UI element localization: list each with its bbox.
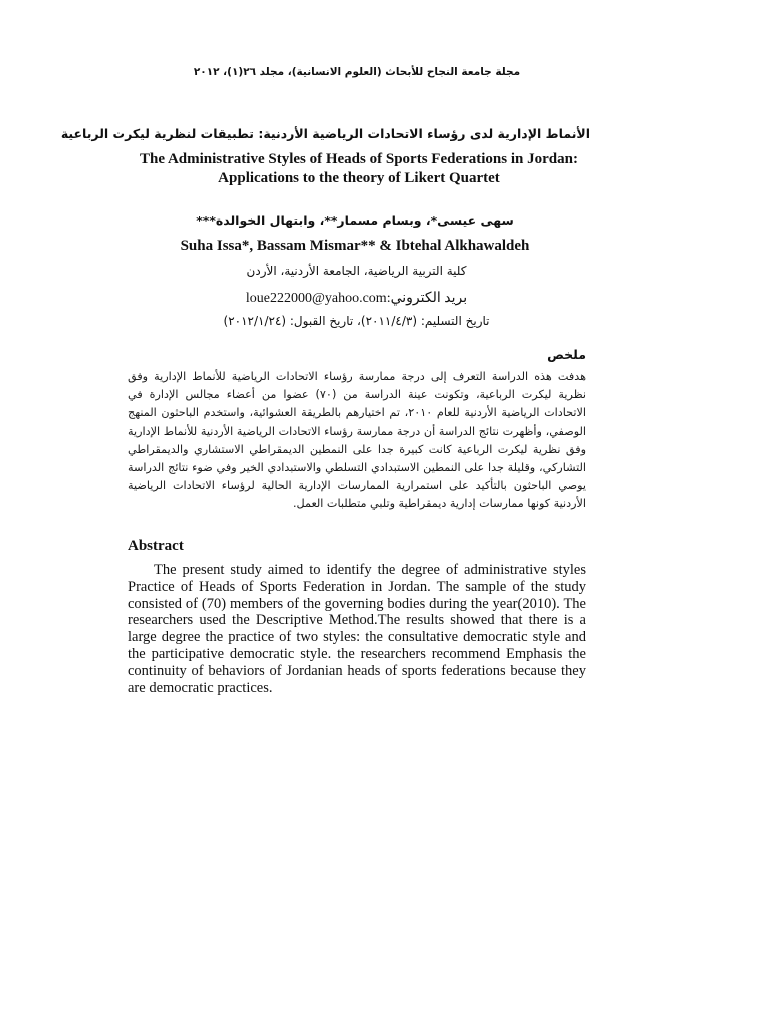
journal-header: مجلة جامعة النجاح للأبحاث (العلوم الانسانية)، مجلد ٢٦(١)، ٢٠١٢ — [193, 66, 521, 78]
title-english: The Administrative Styles of Heads of Sports Federations in Jordan: Applications to the theory of Likert Quartet — [140, 151, 578, 186]
affiliation-arabic: كلية التربية الرياضية، الجامعة الأردنية، الأردن — [246, 264, 467, 278]
authors-english: Suha Issa*, Bassam Mismar** & Ibtehal Alkhawaldeh — [180, 238, 530, 254]
abstract-arabic-body: هدفت هذه الدراسة التعرف إلى درجة ممارسة رؤساء الاتحادات الرياضية للأنماط الإدارية وفق نظرية ليكرت الرباعية، وتكونت عينة الدراسة من (٧٠) عضوا من أعضاء مجالس الإدارة في الاتحادات الرياضية الأردنية للعام ٢٠١٠، تم اختيارهم بالطريقة العشوائية، واستخدم الباحثون المنهج الوصفي، وأظهرت نتائج الدراسة أن درجة ممارسة رؤساء الاتحادات الرياضية الأردنية للأنماط الإدارية وفق نظرية ليكرت الرباعية كانت كبيرة جدا على النمطين الديمقراطي الاستشاري والديمقراطي التشاركي، وقليلة جدا على النمطين الاستبدادي التسلطي والاستبدادي الخير وفي ضوء نتائج الدراسة يوصي الباحثون بالتأكيد على استمرارية الممارسات الإدارية الحالية لرؤساء الاتحادات الرياضية الأردنية كونها ممارسات إدارية ديمقراطية وتلبي متطلبات العمل. — [128, 370, 586, 511]
authors-arabic: سهى عيسى*، وبسام مسمار**، وابتهال الخوالدة*** — [196, 213, 514, 228]
abstract-english-body: The present study aimed to identify the degree of administrative styles Practice of Heads of Sports Federation in Jordan. The sample of the study consisted of (70) members of the governing bodies during the year(2010). The researchers used the Descriptive Method.The results showed that there is a large degree the practice of two styles: the consultative democratic style and the participative democratic style. the researchers recommend Emphasis the continuity of behaviors of Jordanian heads of sports federations because they are democratic practices. — [128, 562, 586, 696]
abstract-arabic-heading: ملخص — [547, 347, 586, 362]
dates-line: تاريخ التسليم: (٢٠١١/٤/٣)، تاريخ القبول: (٢٠١٢/١/٢٤) — [223, 314, 490, 328]
title-arabic: الأنماط الإدارية لدى رؤساء الاتحادات الرياضية الأردنية: تطبيقات لنظرية ليكرت الرباعية — [60, 126, 590, 141]
abstract-english-heading: Abstract — [128, 538, 184, 554]
email-line: بريد الكتروني:loue222000@yahoo.com — [245, 291, 468, 306]
